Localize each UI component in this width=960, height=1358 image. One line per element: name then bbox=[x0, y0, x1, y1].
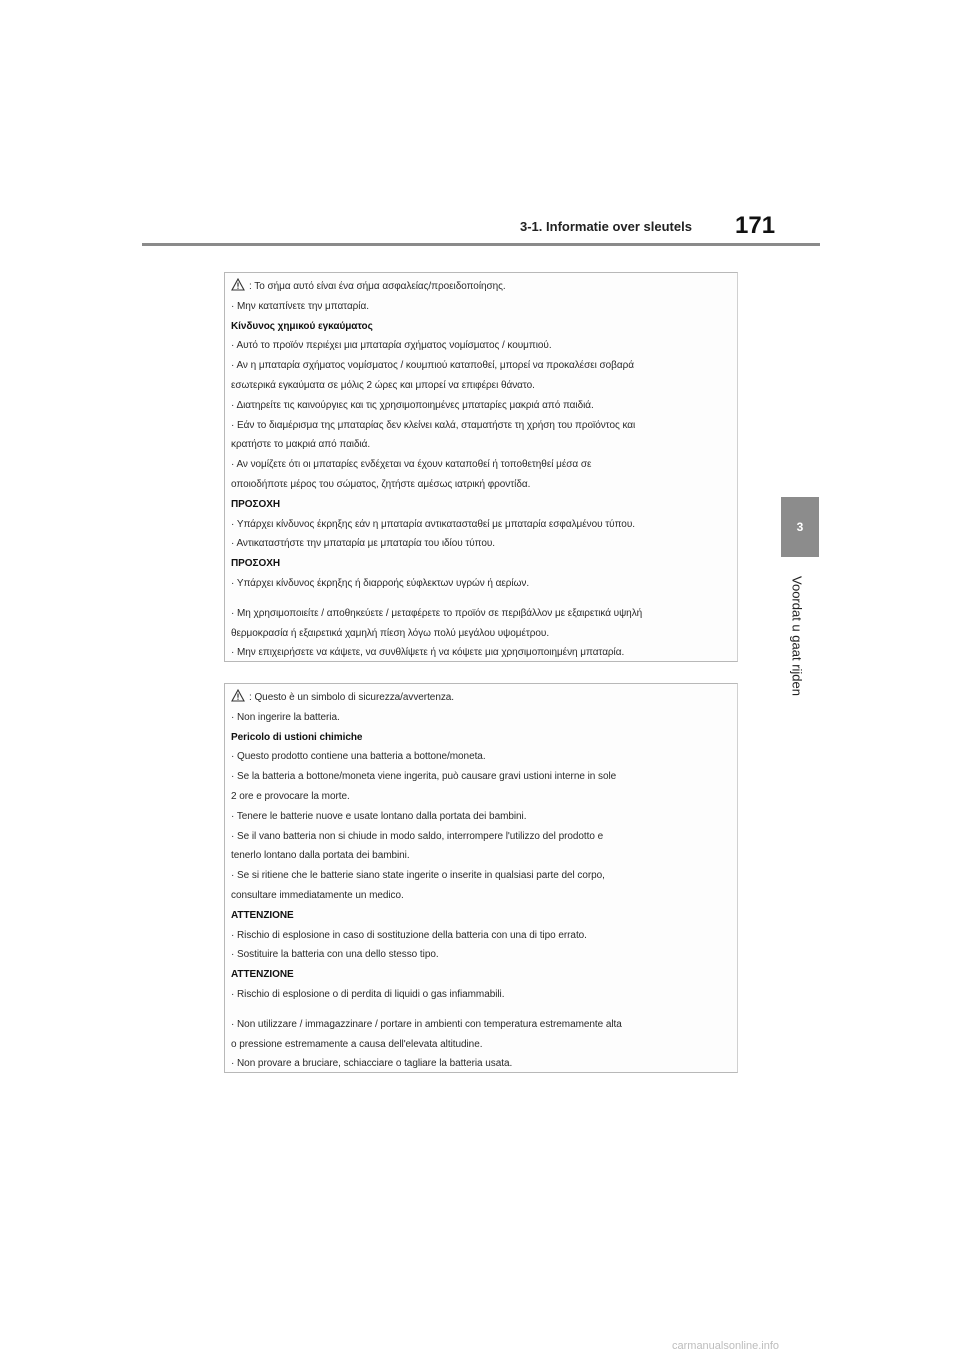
notice-line: o pressione estremamente a causa dell'elevata altitudine. bbox=[231, 1038, 483, 1050]
notice-line: · Αντικαταστήστε την μπαταρία με μπαταρία του ιδίου τύπου. bbox=[231, 538, 496, 550]
notice-line: · Sostituire la batteria con una dello stesso tipo. bbox=[231, 949, 439, 961]
notice-line: θερμοκρασία ή εξαιρετικά χαμηλή πίεση λόγω πολύ μεγάλου υψομέτρου. bbox=[231, 627, 550, 639]
notice-line: κρατήστε το μακριά από παιδιά. bbox=[231, 439, 371, 451]
notice-line: · Μην επιχειρήσετε να κάψετε, να συνθλίψετε ή να κόψετε μια χρησιμοποιημένη μπαταρία. bbox=[231, 647, 625, 659]
notice-line: · Non utilizzare / immagazzinare / portare in ambienti con temperatura estremamente alta bbox=[231, 1018, 622, 1030]
notice-line: οποιοδήποτε μέρος του σώματος, ζητήστε αμέσως ιατρική φροντίδα. bbox=[231, 478, 531, 490]
notice-line: · Non provare a bruciare, schiacciare o tagliare la batteria usata. bbox=[231, 1058, 513, 1070]
greek-safety-notice bbox=[224, 272, 738, 662]
notice-line: · Μην καταπίνετε την μπαταρία. bbox=[231, 300, 369, 312]
notice-line: · Υπάρχει κίνδυνος έκρηξης εάν η μπαταρία αντικατασταθεί με μπαταρία εσφαλμένου τύπου. bbox=[231, 518, 635, 530]
notice-heading: ATTENZIONE bbox=[231, 909, 294, 921]
notice-line: · Se la batteria a bottone/moneta viene ingerita, può causare gravi ustioni interne in sole bbox=[231, 771, 617, 783]
page-number: 171 bbox=[735, 212, 776, 239]
notice-line: · Υπάρχει κίνδυνος έκρηξης ή διαρροής εύφλεκτων υγρών ή αερίων. bbox=[231, 577, 530, 589]
notice-heading: Κίνδυνος χημικού εγκαύματος bbox=[231, 320, 373, 332]
warning-triangle-icon bbox=[231, 689, 245, 702]
notice-heading: ATTENZIONE bbox=[231, 969, 294, 981]
notice-line: · Αν η μπαταρία σχήματος νομίσματος / κουμπιού καταποθεί, μπορεί να προκαλέσει σοβαρά bbox=[231, 360, 634, 372]
notice-line: · Se il vano batteria non si chiude in modo saldo, interrompere l'utilizzo del prodotto e bbox=[231, 830, 604, 842]
notice-line bbox=[231, 688, 731, 708]
notice-line: · Εάν το διαμέρισμα της μπαταρίας δεν κλείνει καλά, σταματήστε τη χρήση του προϊόντος και bbox=[231, 419, 636, 431]
notice-line: 2 ore e provocare la morte. bbox=[231, 790, 350, 802]
chapter-title: Voordat u gaat rijden bbox=[789, 576, 805, 696]
notice-heading: Pericolo di ustioni chimiche bbox=[231, 731, 363, 743]
notice-line: · Questo prodotto contiene una batteria a bottone/moneta. bbox=[231, 751, 486, 763]
notice-line: εσωτερικά εγκαύματα σε μόλις 2 ώρες και μπορεί να επιφέρει θάνατο. bbox=[231, 379, 535, 391]
italian-safety-notice bbox=[224, 683, 738, 1073]
chapter-number: 3 bbox=[796, 520, 804, 534]
header-divider bbox=[142, 243, 820, 246]
notice-line: consultare immediatamente un medico. bbox=[231, 889, 404, 901]
notice-line: · Μη χρησιμοποιείτε / αποθηκεύετε / μεταφέρετε το προϊόν σε περιβάλλον με εξαιρετικά υψηλή bbox=[231, 607, 643, 619]
notice-heading: ΠΡΟΣΟΧΗ bbox=[231, 558, 280, 570]
section-title: 3-1. Informatie over sleutels bbox=[520, 219, 692, 234]
notice-line: · Διατηρείτε τις καινούργιες και τις χρησιμοποιημένες μπαταρίες μακριά από παιδιά. bbox=[231, 399, 594, 411]
notice-line bbox=[231, 277, 731, 297]
notice-line: · Rischio di esplosione o di perdita di liquidi o gas infiammabili. bbox=[231, 988, 505, 1000]
notice-line: · Non ingerire la batteria. bbox=[231, 711, 340, 723]
notice-line: · Rischio di esplosione in caso di sostituzione della batteria con una di tipo errato. bbox=[231, 929, 587, 941]
notice-text: : Questo è un simbolo di sicurezza/avvertenza. bbox=[249, 692, 455, 703]
notice-line: · Se si ritiene che le batterie siano state ingerite o inserite in qualsiasi parte del corpo, bbox=[231, 870, 605, 882]
warning-triangle-icon bbox=[231, 278, 245, 291]
notice-text: : Το σήμα αυτό είναι ένα σήμα ασφαλείας/προειδοποίησης. bbox=[249, 281, 506, 292]
notice-heading: ΠΡΟΣΟΧΗ bbox=[231, 498, 280, 510]
notice-line: · Tenere le batterie nuove e usate lontano dalla portata dei bambini. bbox=[231, 810, 527, 822]
notice-line: · Αν νομίζετε ότι οι μπαταρίες ενδέχεται να έχουν καταποθεί ή τοποθετηθεί μέσα σε bbox=[231, 459, 592, 471]
chapter-tab bbox=[781, 497, 819, 557]
notice-line: · Αυτό το προϊόν περιέχει μια μπαταρία σχήματος νομίσματος / κουμπιού. bbox=[231, 340, 552, 352]
notice-line: tenerlo lontano dalla portata dei bambini. bbox=[231, 850, 410, 862]
watermark: carmanualsonline.info bbox=[672, 1340, 780, 1352]
